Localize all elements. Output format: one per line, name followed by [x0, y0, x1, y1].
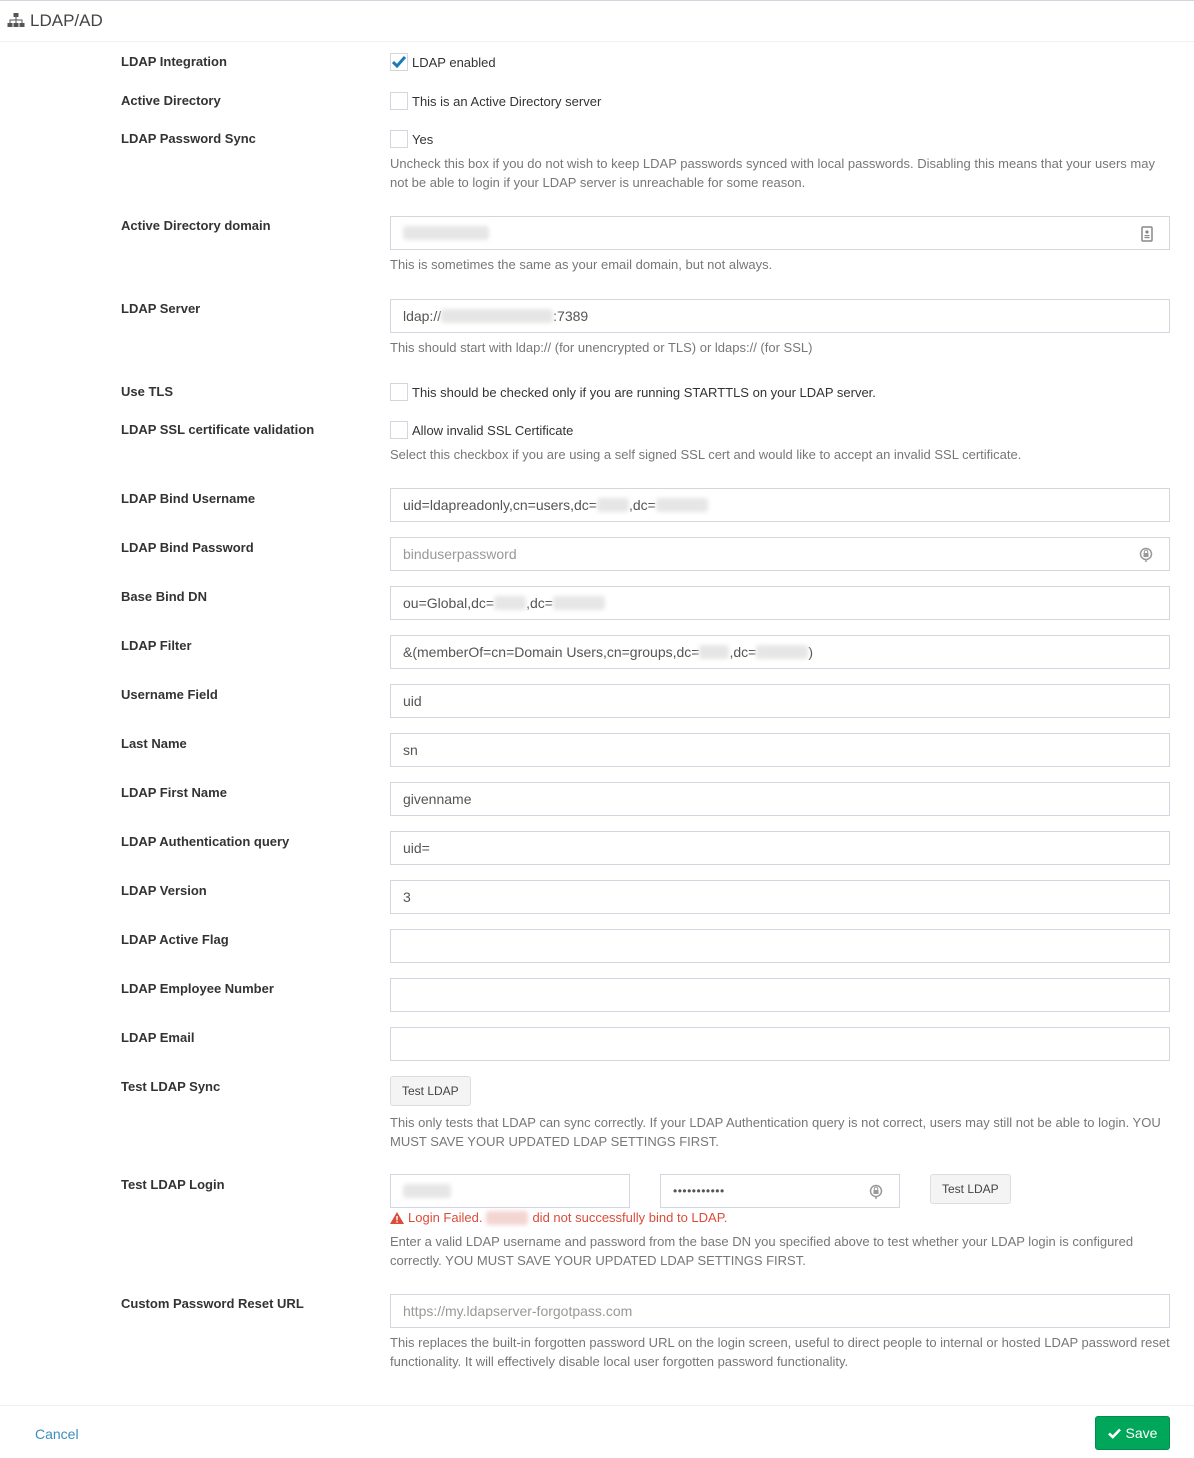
- label-first-name: LDAP First Name: [121, 785, 227, 800]
- label-ldap-server: LDAP Server: [121, 301, 201, 316]
- active-directory-checkbox-label: This is an Active Directory server: [412, 93, 602, 109]
- input-value: givenname: [403, 791, 472, 807]
- reset-url-help: This replaces the built-in forgotten password URL on the login screen, useful to direct people to internal or hosted LDAP password reset functionality. It will effectively disable local user forgotten password functionality.: [390, 1335, 1170, 1369]
- redacted-value: [656, 498, 708, 512]
- auth-query-input[interactable]: [390, 831, 1170, 865]
- label-use-tls: Use TLS: [121, 384, 174, 399]
- use-tls-checkbox-row[interactable]: [390, 383, 876, 401]
- label-test-login: Test LDAP Login: [121, 1177, 225, 1192]
- first-name-input[interactable]: [390, 782, 1170, 816]
- active-flag-input[interactable]: [390, 929, 1170, 963]
- label-base-bind-dn: Base Bind DN: [121, 589, 207, 604]
- label-auth-query: LDAP Authentication query: [121, 834, 290, 849]
- active-directory-checkbox-row[interactable]: [390, 92, 601, 110]
- value-part: ou=Global,dc=: [403, 595, 495, 611]
- checkmark-icon: [392, 56, 406, 68]
- label-active-flag: LDAP Active Flag: [121, 932, 229, 947]
- label-active-directory: Active Directory: [121, 93, 221, 108]
- input-value: uid: [403, 693, 422, 709]
- error-suffix: did not successfully bind to LDAP.: [532, 1210, 728, 1225]
- label-reset-url: Custom Password Reset URL: [121, 1296, 304, 1311]
- active-directory-checkbox[interactable]: [390, 92, 408, 110]
- ldap-email-input[interactable]: [390, 1027, 1170, 1061]
- ldap-enabled-checkbox-row[interactable]: [390, 53, 496, 71]
- sitemap-icon: [7, 12, 25, 31]
- label-ad-domain: Active Directory domain: [121, 218, 271, 233]
- test-login-help: Enter a valid LDAP username and password from the base DN you specified above to test whether your LDAP login is configured correctly. YOU MUST SAVE YOUR UPDATED LDAP SETTINGS FIRST.: [390, 1234, 1134, 1268]
- label-last-name: Last Name: [121, 736, 187, 751]
- value-part: uid=ldapreadonly,cn=users,dc=: [403, 497, 597, 513]
- label-ldap-integration: LDAP Integration: [121, 54, 227, 69]
- bind-username-input[interactable]: [390, 488, 1170, 522]
- save-label: Save: [1125, 1425, 1158, 1441]
- use-tls-checkbox[interactable]: [390, 383, 408, 401]
- input-value: 3: [403, 889, 411, 905]
- value-part: ,dc=: [628, 497, 656, 513]
- contact-card-icon[interactable]: [1141, 226, 1153, 245]
- login-error-message: [390, 1210, 727, 1225]
- test-password-input[interactable]: [660, 1174, 900, 1208]
- value-part: ): [808, 644, 813, 660]
- server-port: :7389: [553, 308, 589, 324]
- cancel-link[interactable]: Cancel: [35, 1426, 79, 1442]
- redacted-value: [403, 1184, 451, 1198]
- test-username-input[interactable]: [390, 1174, 630, 1208]
- redacted-value: [403, 226, 489, 240]
- test-ldap-login-button[interactable]: Test LDAP: [930, 1174, 1011, 1204]
- value-part: ,dc=: [526, 595, 553, 611]
- placeholder-text: https://my.ldapserver-forgotpass.com: [403, 1303, 633, 1319]
- label-ldap-version: LDAP Version: [121, 883, 207, 898]
- save-button[interactable]: [1095, 1416, 1170, 1450]
- label-username-field: Username Field: [121, 687, 218, 702]
- label-employee-number: LDAP Employee Number: [121, 981, 274, 996]
- test-sync-help: This only tests that LDAP can sync correctly. If your LDAP Authentication query is not correct, users may still not be able to login. YOU MUST SAVE YOUR UPDATED LDAP SETTINGS FIRST.: [390, 1115, 1161, 1149]
- ldap-server-help: This should start with ldap:// (for unencrypted or TLS) or ldaps:// (for SSL): [390, 340, 813, 355]
- password-sync-checkbox-row[interactable]: [390, 130, 433, 148]
- value-part: &(memberOf=cn=Domain Users,cn=groups,dc=: [403, 644, 700, 660]
- input-value: uid=: [403, 840, 430, 856]
- ldap-version-input[interactable]: [390, 880, 1170, 914]
- ssl-validation-checkbox-label: Allow invalid SSL Certificate: [412, 422, 574, 438]
- page-header: [0, 1, 1194, 42]
- password-sync-checkbox[interactable]: [390, 130, 408, 148]
- redacted-value: [597, 498, 629, 512]
- label-ssl-validation: LDAP SSL certificate validation: [121, 422, 315, 437]
- ad-domain-input[interactable]: [390, 216, 1170, 250]
- password-manager-icon[interactable]: [869, 1184, 883, 1203]
- redacted-value: [756, 645, 808, 659]
- redacted-value: [494, 596, 526, 610]
- label-ldap-filter: LDAP Filter: [121, 638, 192, 653]
- password-sync-help: Uncheck this box if you do not wish to keep LDAP passwords synced with local passwords. Disabling this means that your users may not be able to login if your LDAP server is unreachable for some reason.: [390, 156, 1155, 190]
- reset-url-input[interactable]: [390, 1294, 1170, 1328]
- footer-divider: [0, 1405, 1194, 1406]
- redacted-value: [441, 309, 553, 323]
- label-password-sync: LDAP Password Sync: [121, 131, 256, 146]
- redacted-value: [553, 596, 605, 610]
- page-title: LDAP/AD: [30, 11, 103, 30]
- value-part: ,dc=: [729, 644, 757, 660]
- warning-icon: [390, 1212, 404, 1224]
- placeholder-text: binduserpassword: [403, 546, 517, 562]
- ldap-filter-input[interactable]: [390, 635, 1170, 669]
- ssl-validation-checkbox[interactable]: [390, 421, 408, 439]
- checkmark-icon: [1108, 1428, 1121, 1439]
- label-bind-username: LDAP Bind Username: [121, 491, 256, 506]
- last-name-input[interactable]: [390, 733, 1170, 767]
- ldap-server-input[interactable]: [390, 299, 1170, 333]
- test-ldap-sync-button[interactable]: Test LDAP: [390, 1076, 471, 1106]
- input-value: sn: [403, 742, 418, 758]
- use-tls-checkbox-label: This should be checked only if you are running STARTTLS on your LDAP server.: [412, 384, 876, 400]
- employee-number-input[interactable]: [390, 978, 1170, 1012]
- error-prefix: Login Failed.: [408, 1210, 483, 1225]
- ldap-enabled-label: LDAP enabled: [412, 54, 496, 70]
- label-ldap-email: LDAP Email: [121, 1030, 195, 1045]
- masked-password: •••••••••••: [673, 1184, 725, 1198]
- ssl-validation-help: Select this checkbox if you are using a self signed SSL cert and would like to accept an invalid SSL certificate.: [390, 447, 1022, 462]
- username-field-input[interactable]: [390, 684, 1170, 718]
- password-manager-icon[interactable]: [1139, 547, 1153, 566]
- redacted-value: [486, 1211, 528, 1225]
- server-prefix: ldap://: [403, 308, 442, 324]
- label-bind-password: LDAP Bind Password: [121, 540, 254, 555]
- bind-password-input[interactable]: [390, 537, 1170, 571]
- ldap-enabled-checkbox[interactable]: [390, 53, 408, 71]
- ssl-validation-checkbox-row[interactable]: [390, 421, 573, 439]
- password-sync-checkbox-label: Yes: [412, 131, 434, 147]
- label-test-sync: Test LDAP Sync: [121, 1079, 221, 1094]
- ad-domain-help: This is sometimes the same as your email domain, but not always.: [390, 257, 773, 272]
- base-bind-dn-input[interactable]: [390, 586, 1170, 620]
- redacted-value: [699, 645, 729, 659]
